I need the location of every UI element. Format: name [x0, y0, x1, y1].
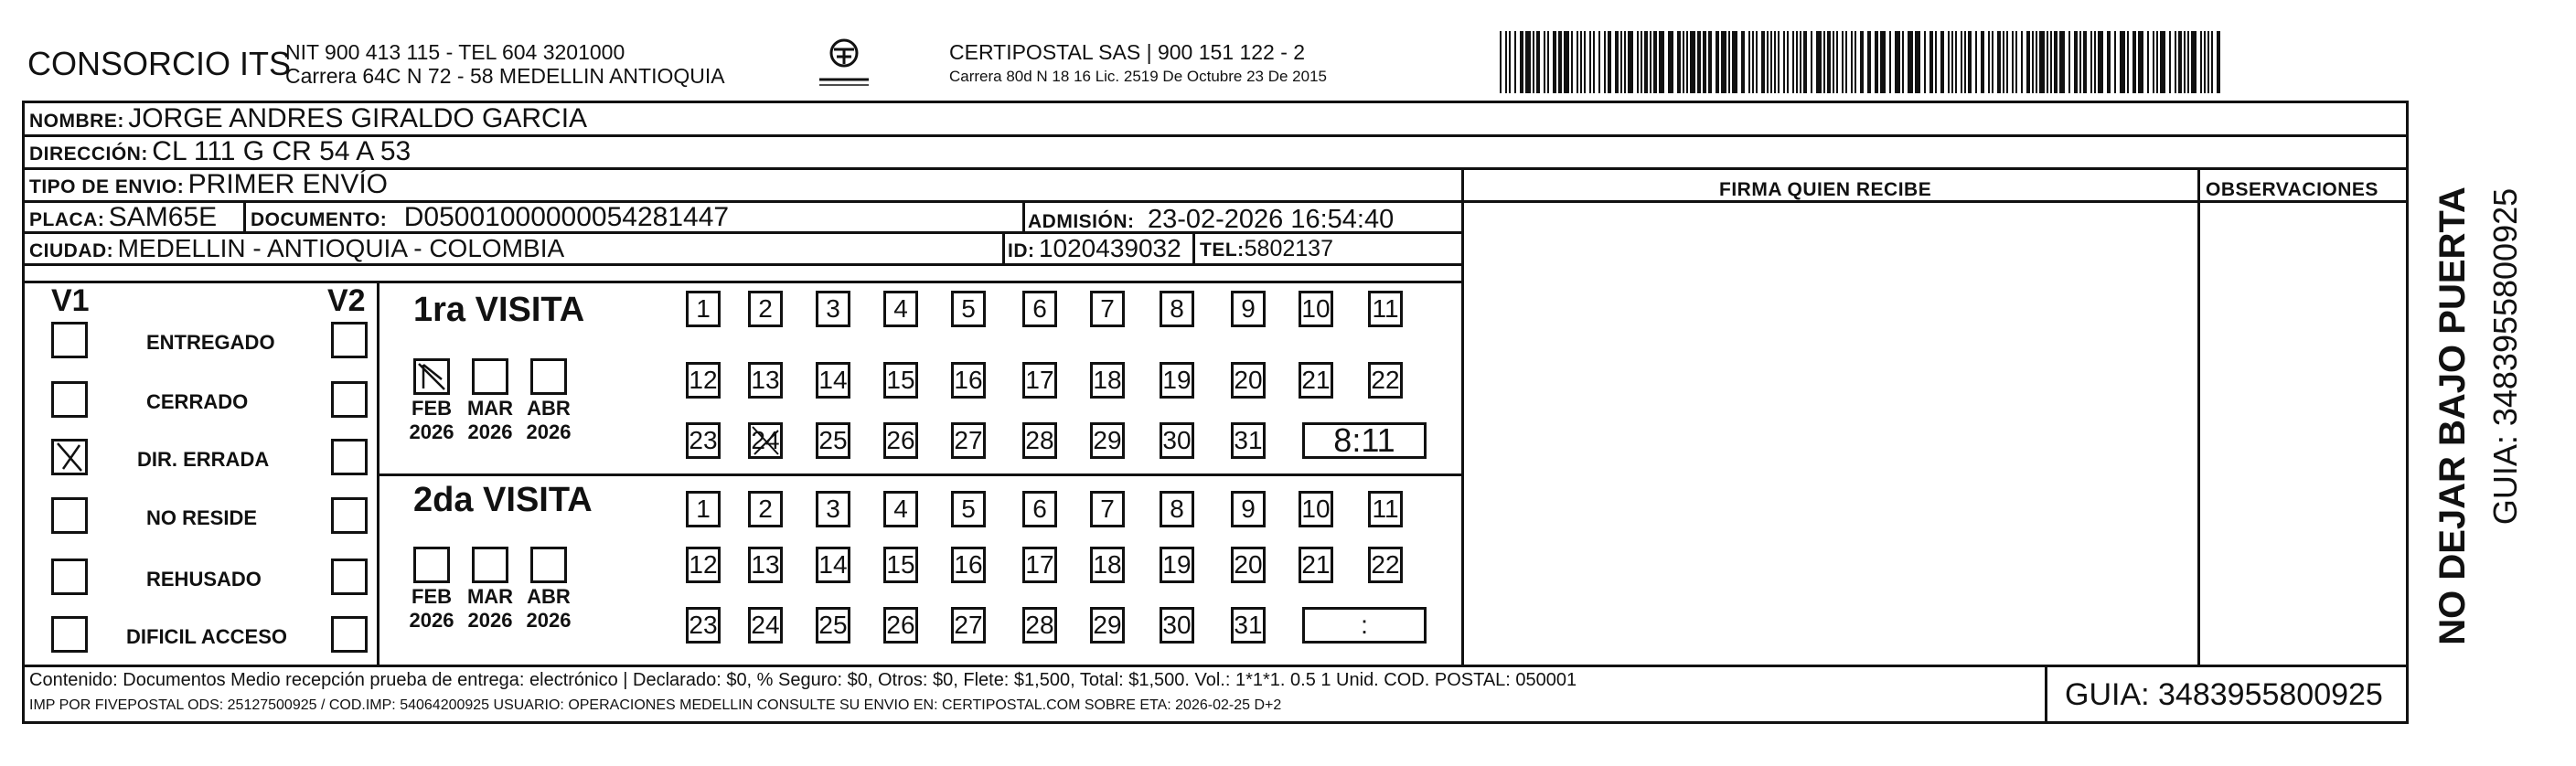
v1-header: V1 [51, 283, 90, 318]
v2-checkbox[interactable] [331, 616, 368, 653]
day-box[interactable]: 21 [1299, 362, 1333, 399]
direccion-value: CL 111 G CR 54 A 53 [152, 136, 412, 166]
day-box[interactable]: 26 [883, 422, 918, 459]
day-box[interactable]: 17 [1022, 362, 1057, 399]
day-box[interactable]: 6 [1022, 291, 1057, 327]
day-box[interactable]: 14 [816, 362, 850, 399]
ciudad-label: CIUDAD: [29, 240, 114, 261]
nombre-value: JORGE ANDRES GIRALDO GARCIA [128, 103, 588, 133]
day-box[interactable]: 4 [883, 291, 918, 327]
year-label: 2026 [409, 420, 454, 443]
tel-row [1200, 238, 1333, 261]
day-box[interactable]: 27 [951, 607, 986, 644]
day-box[interactable]: 18 [1090, 547, 1125, 583]
year-label: 2026 [526, 420, 572, 443]
placa-label: PLACA: [29, 209, 105, 230]
footer-line1: Contenido: Documentos Medio recepción prueba de entrega: electrónico | Declarado: $0, % Seguro: $0, Otros: $0, Flete: $1,500, Total: $1,500. Vol.: 1*1*1. 0.5 1 Unid. COD. POSTAL: 050001 [29, 670, 1577, 690]
status-label: NO RESIDE [146, 506, 258, 529]
year-label: 2026 [467, 609, 513, 632]
firma-label: FIRMA QUIEN RECIBE [1719, 179, 1932, 200]
placa-row [29, 204, 217, 231]
v2-checkbox[interactable] [331, 322, 368, 358]
v2-checkbox[interactable] [331, 439, 368, 475]
day-box[interactable]: 18 [1090, 362, 1125, 399]
day-box[interactable]: 16 [951, 362, 986, 399]
v1-checkbox[interactable] [51, 439, 88, 475]
time-box[interactable]: 8:11 [1302, 422, 1427, 459]
day-box[interactable]: 9 [1231, 291, 1266, 327]
side-warning: NO DEJAR BAJO PUERTA [2432, 186, 2473, 645]
day-box[interactable]: 23 [686, 422, 721, 459]
day-box[interactable]: 28 [1022, 607, 1057, 644]
address-line: Carrera 64C N 72 - 58 MEDELLIN ANTIOQUIA [285, 64, 725, 88]
month-checkbox-feb[interactable] [413, 547, 450, 583]
day-box[interactable]: 11 [1368, 291, 1403, 327]
day-box[interactable]: 25 [816, 422, 850, 459]
side-guia: GUIA: 3483955800925 [2486, 187, 2524, 526]
day-box[interactable]: 2 [748, 291, 783, 327]
day-box[interactable]: 10 [1299, 491, 1333, 527]
day-box[interactable]: 31 [1231, 607, 1266, 644]
day-box[interactable]: 21 [1299, 547, 1333, 583]
day-box[interactable]: 4 [883, 491, 918, 527]
year-label: 2026 [526, 609, 572, 632]
v2-checkbox[interactable] [331, 559, 368, 595]
day-box[interactable]: 1 [686, 491, 721, 527]
v2-checkbox[interactable] [331, 497, 368, 534]
nit-line: NIT 900 413 115 - TEL 604 3201000 [285, 40, 625, 64]
month-label: FEB [412, 585, 452, 608]
month-checkbox-feb[interactable] [413, 358, 450, 395]
day-box[interactable]: 23 [686, 607, 721, 644]
day-box[interactable]: 1 [686, 291, 721, 327]
visit2-title: 2da VISITA [413, 481, 593, 519]
month-label: MAR [466, 585, 514, 608]
documento-row [251, 204, 729, 231]
day-box[interactable]: 3 [816, 491, 850, 527]
ciudad-row [29, 236, 564, 261]
direccion-label: DIRECCIÓN: [29, 144, 148, 165]
day-box[interactable]: 19 [1160, 362, 1194, 399]
day-box[interactable]: 27 [951, 422, 986, 459]
day-box[interactable]: 11 [1368, 491, 1403, 527]
v1-checkbox[interactable] [51, 559, 88, 595]
day-box[interactable]: 28 [1022, 422, 1057, 459]
day-box[interactable]: 2 [748, 491, 783, 527]
barcode [1500, 31, 2231, 93]
direccion-row [29, 138, 411, 165]
v1-checkbox[interactable] [51, 322, 88, 358]
placa-value: SAM65E [108, 202, 218, 232]
v2-header: V2 [327, 283, 366, 318]
year-label: 2026 [467, 420, 513, 443]
status-label: DIFICIL ACCESO [126, 625, 288, 648]
carrier-address: Carrera 80d N 18 16 Lic. 2519 De Octubre 23 De 2015 [949, 68, 1327, 85]
day-box[interactable]: 31 [1231, 422, 1266, 459]
tel-value: 5802137 [1244, 236, 1333, 261]
v1-checkbox[interactable] [51, 381, 88, 418]
nombre-label: NOMBRE: [29, 111, 124, 132]
day-box[interactable]: 17 [1022, 547, 1057, 583]
day-box[interactable]: 9 [1231, 491, 1266, 527]
day-box[interactable]: 12 [686, 547, 721, 583]
id-label: ID: [1008, 240, 1035, 261]
status-label: ENTREGADO [146, 331, 275, 354]
v2-checkbox[interactable] [331, 381, 368, 418]
tipo-value: PRIMER ENVÍO [187, 169, 389, 199]
month-label: FEB [412, 397, 452, 420]
ciudad-value: MEDELLIN - ANTIOQUIA - COLOMBIA [117, 234, 565, 262]
day-box[interactable]: 14 [816, 547, 850, 583]
id-value: 1020439032 [1038, 234, 1181, 262]
month-checkbox-abr[interactable] [530, 547, 567, 583]
day-box[interactable]: 15 [883, 547, 918, 583]
visit1-title: 1ra VISITA [413, 291, 585, 329]
admision-value: 23-02-2026 16:54:40 [1147, 205, 1395, 234]
year-label: 2026 [409, 609, 454, 632]
day-box[interactable]: 7 [1090, 291, 1125, 327]
day-box[interactable]: 26 [883, 607, 918, 644]
day-box[interactable]: 13 [748, 547, 783, 583]
month-label: ABR [527, 397, 571, 420]
company-name: CONSORCIO ITS [27, 45, 292, 82]
documento-label: DOCUMENTO: [251, 209, 388, 230]
month-checkbox-mar[interactable] [472, 547, 508, 583]
day-box[interactable]: 25 [816, 607, 850, 644]
day-box[interactable]: 13 [748, 362, 783, 399]
documento-value: D05001000000054281447 [403, 202, 730, 232]
footer-guia: GUIA: 3483955800925 [2065, 677, 2383, 712]
day-box[interactable]: 7 [1090, 491, 1125, 527]
day-box[interactable]: 20 [1231, 362, 1266, 399]
day-box[interactable]: 22 [1368, 362, 1403, 399]
tipo-label: TIPO DE ENVIO: [29, 176, 185, 197]
day-box[interactable]: 24 [748, 607, 783, 644]
day-box[interactable]: 6 [1022, 491, 1057, 527]
v1-checkbox[interactable] [51, 616, 88, 653]
id-row [1008, 236, 1181, 261]
day-box[interactable]: 8 [1160, 291, 1194, 327]
status-label: DIR. ERRADA [137, 448, 270, 471]
time-box[interactable]: : [1302, 607, 1427, 644]
month-label: ABR [527, 585, 571, 608]
day-box[interactable]: 29 [1090, 422, 1125, 459]
status-label: REHUSADO [146, 568, 262, 590]
nombre-row [29, 105, 587, 133]
month-checkbox-mar[interactable] [472, 358, 508, 395]
day-box[interactable]: 15 [883, 362, 918, 399]
day-box[interactable]: 22 [1368, 547, 1403, 583]
day-box[interactable]: 24 [748, 422, 783, 459]
tipo-row [29, 171, 388, 198]
tel-label: TEL: [1200, 239, 1245, 261]
day-box[interactable]: 16 [951, 547, 986, 583]
status-label: CERRADO [146, 390, 249, 413]
day-box[interactable]: 10 [1299, 291, 1333, 327]
day-box[interactable]: 20 [1231, 547, 1266, 583]
day-box[interactable]: 29 [1090, 607, 1125, 644]
month-checkbox-abr[interactable] [530, 358, 567, 395]
day-box[interactable]: 8 [1160, 491, 1194, 527]
admision-label: ADMISIÓN: [1028, 211, 1135, 232]
admision-row [1028, 207, 1394, 233]
v1-checkbox[interactable] [51, 497, 88, 534]
day-box[interactable]: 5 [951, 291, 986, 327]
day-box[interactable]: 5 [951, 491, 986, 527]
observaciones-label: OBSERVACIONES [2206, 179, 2378, 200]
day-box[interactable]: 30 [1160, 422, 1194, 459]
footer-line2: IMP POR FIVEPOSTAL ODS: 25127500925 / COD.IMP: 54064200925 USUARIO: OPERACIONES MEDELLIN CONSULTE SU ENVIO EN: CERTIPOSTAL.COM SOBRE ETA: 2026-02-25 D+2 [29, 697, 1282, 713]
certipostal-logo [812, 37, 876, 91]
carrier-line: CERTIPOSTAL SAS | 900 151 122 - 2 [949, 40, 1306, 64]
day-box[interactable]: 3 [816, 291, 850, 327]
day-box[interactable]: 19 [1160, 547, 1194, 583]
day-box[interactable]: 30 [1160, 607, 1194, 644]
month-label: MAR [466, 397, 514, 420]
day-box[interactable]: 12 [686, 362, 721, 399]
